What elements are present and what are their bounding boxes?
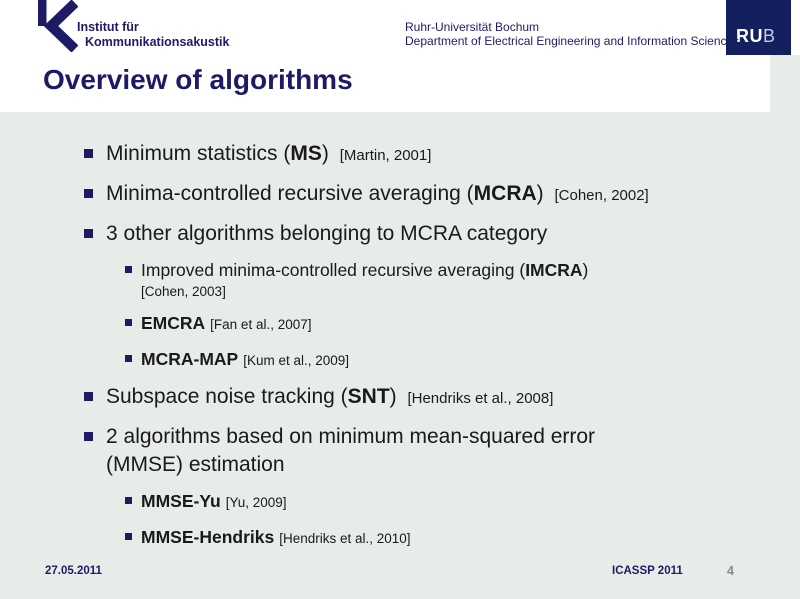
rub-logo-text xyxy=(736,26,776,47)
footer-date: 27.05.2011 xyxy=(45,565,102,577)
bullet-citation: [Hendriks et al., 2010] xyxy=(279,531,411,546)
bullet-item-ms xyxy=(84,140,760,170)
bullet-square-icon xyxy=(125,319,132,326)
rub-logo-b: B xyxy=(763,26,776,46)
bullet-square-icon xyxy=(125,355,132,362)
institute-name xyxy=(77,20,229,50)
bullet-text-regular: 3 other algorithms belonging to MCRA category xyxy=(106,222,548,245)
ika-k-logo-icon xyxy=(38,0,78,52)
bullet-text xyxy=(141,347,760,373)
bullet-item-mmse-yu xyxy=(125,489,760,515)
bullet-item-mcra-category xyxy=(84,220,760,248)
bullet-item-imcra xyxy=(125,258,760,301)
bullet-text-bold: MMSE-Hendriks xyxy=(141,527,275,547)
institute-name-line1: Institut für xyxy=(77,20,139,34)
bullet-citation: [Martin, 2001] xyxy=(339,147,432,164)
bullet-text-regular: 2 algorithms based on minimum mean-squared error xyxy=(106,425,596,448)
bullet-text-regular: Subspace noise tracking ( xyxy=(106,385,348,408)
rub-logo-ru: RU xyxy=(736,26,763,46)
bullet-item-mmse xyxy=(84,423,760,479)
university-name-line1: Ruhr-Universität Bochum xyxy=(405,20,540,34)
bullet-item-snt xyxy=(84,383,760,413)
bullet-citation: [Fan et al., 2007] xyxy=(210,317,312,332)
bullet-citation: [Cohen, 2002] xyxy=(554,187,649,204)
bullet-citation: [Yu, 2009] xyxy=(225,495,287,510)
bullet-text-regular: (MMSE) estimation xyxy=(106,453,285,476)
bullet-citation: [Hendriks et al., 2008] xyxy=(407,390,554,407)
bullet-text xyxy=(106,220,760,248)
bullet-text xyxy=(106,140,760,170)
footer-page-number: 4 xyxy=(727,564,734,578)
bullet-text xyxy=(141,489,760,515)
bullet-text-regular: ) xyxy=(536,182,550,205)
bullet-square-icon xyxy=(125,533,132,540)
university-name xyxy=(405,20,739,48)
university-name-line2: Department of Electrical Engineering and Information Sciences xyxy=(405,34,740,48)
bullet-square-icon xyxy=(125,497,132,504)
bullet-square-icon xyxy=(84,189,93,198)
bullet-text xyxy=(106,423,760,479)
bullet-square-icon xyxy=(84,149,93,158)
bullet-text-bold: SNT xyxy=(347,385,390,408)
institute-name-line2: Kommunikationsakustik xyxy=(85,35,230,49)
bullet-text xyxy=(141,311,760,337)
bullet-square-icon xyxy=(84,432,93,441)
bullet-square-icon xyxy=(84,229,93,238)
bullet-text-bold: MCRA xyxy=(473,182,537,205)
bullet-square-icon xyxy=(125,266,132,273)
bullet-text xyxy=(106,383,760,413)
bullet-text-regular: Minimum statistics ( xyxy=(106,142,291,165)
bullet-item-mcra-map xyxy=(125,347,760,373)
page-title: Overview of algorithms xyxy=(43,64,353,95)
bullet-text xyxy=(141,525,760,551)
bullet-text-regular: Improved minima-controlled recursive averaging ( xyxy=(141,260,526,280)
bullet-text xyxy=(141,258,760,301)
footer-conference: ICASSP 2011 xyxy=(612,565,683,577)
bullet-text-regular: ) xyxy=(321,142,335,165)
bullet-text-regular: Minima-controlled recursive averaging ( xyxy=(106,182,474,205)
bullet-item-emcra xyxy=(125,311,760,337)
bullet-text xyxy=(106,180,760,210)
bullet-text-regular: ) xyxy=(582,260,589,280)
bullet-text-regular: ) xyxy=(389,385,403,408)
bullet-citation: [Kum et al., 2009] xyxy=(243,353,350,368)
bullet-text-bold: IMCRA xyxy=(525,260,583,280)
bullet-list xyxy=(84,140,760,561)
bullet-text-bold: MCRA-MAP xyxy=(141,349,239,369)
bullet-item-mcra xyxy=(84,180,760,210)
bullet-item-mmse-hendriks xyxy=(125,525,760,551)
bullet-text-bold: MS xyxy=(290,142,322,165)
bullet-text-bold: EMCRA xyxy=(141,313,206,333)
bullet-square-icon xyxy=(84,392,93,401)
bullet-citation: [Cohen, 2003] xyxy=(141,284,226,299)
bullet-text-bold: MMSE-Yu xyxy=(141,491,221,511)
